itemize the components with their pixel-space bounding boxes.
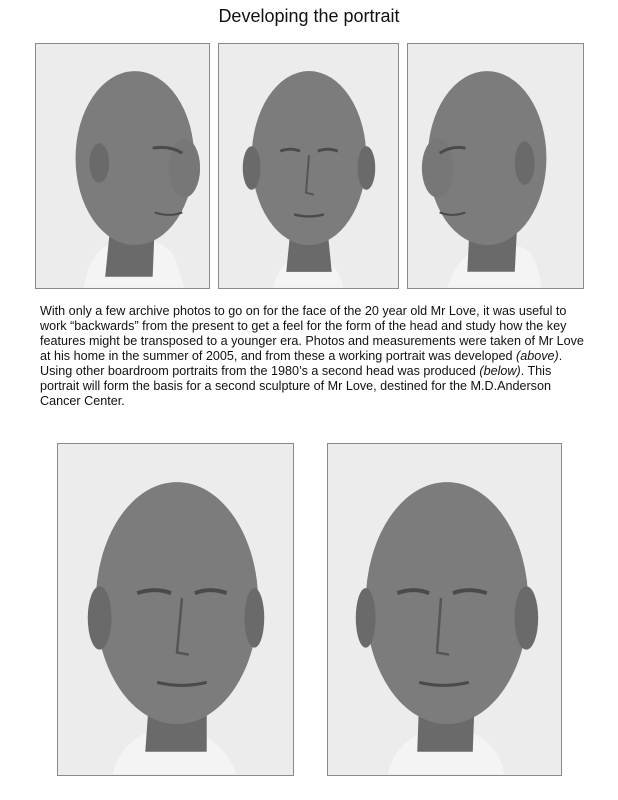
sculpture-photo-right-profile [407, 43, 584, 289]
sculpture-photo-front [218, 43, 399, 289]
sculpture-photo-left-profile [35, 43, 210, 289]
page-title: Developing the portrait [218, 6, 400, 26]
body-text-1: With only a few archive photos to go on for the face of the 20 year old Mr Love, it was useful to work “backwards” from the present to get a feel for the form of the head and study how the key features might be transposed to a younger era. Photos and measurements were taken of Mr Love at his home in the summer of 2005, and from these a working portrait was developed [40, 304, 584, 363]
clay-head-image [328, 444, 561, 775]
body-emphasis-below: (below) [479, 364, 521, 378]
sculpture-photo-bottom-left [57, 443, 294, 776]
sculpture-photo-bottom-right [327, 443, 562, 776]
description-paragraph [40, 304, 585, 409]
clay-head-image [36, 44, 209, 288]
body-text-3: . This portrait will form the basis for a second sculpture of Mr Love, destined for the M.D.Anderson Cancer Center. [40, 364, 552, 408]
clay-head-image [219, 44, 398, 288]
body-emphasis-above: (above) [516, 349, 559, 363]
clay-head-image [408, 44, 583, 288]
clay-head-image [58, 444, 293, 775]
body-text-2: . Using other boardroom portraits from the 1980’s a second head was produced [40, 349, 563, 378]
